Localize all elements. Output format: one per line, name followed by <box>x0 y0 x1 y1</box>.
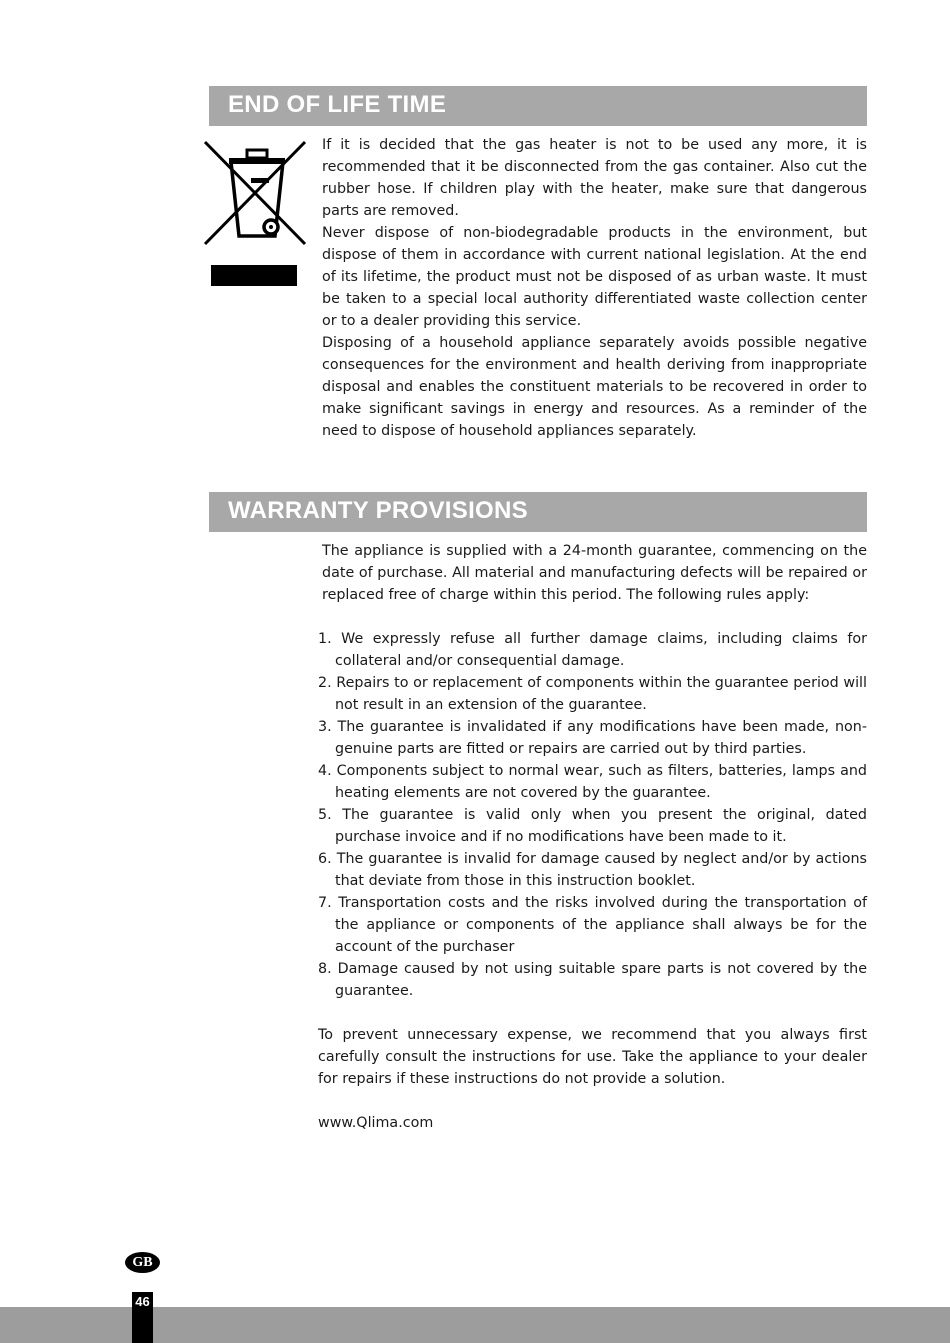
list-item: 4. Components subject to normal wear, such as filters, batteries, lamps and heating elements are not covered by the guarantee. <box>318 763 867 801</box>
section-title: WARRANTY PROVISIONS <box>228 497 528 524</box>
section-header-warranty <box>209 492 867 532</box>
section-title: END OF LIFE TIME <box>228 91 447 118</box>
paragraph: The appliance is supplied with a 24-month guarantee, commencing on the date of purchase. All material and manufacturing defects will be repaired or replaced free of charge within this period. The following rules apply: <box>322 543 867 603</box>
warranty-intro <box>322 540 867 606</box>
list-item: 2. Repairs to or replacement of components within the guarantee period will not result in an extension of the guarantee. <box>318 675 867 713</box>
list-item: 8. Damage caused by not using suitable spare parts is not covered by the guarantee. <box>318 961 867 999</box>
warranty-closing <box>318 1024 867 1090</box>
paragraph: To prevent unnecessary expense, we recommend that you always first carefully consult the instructions for use. Take the appliance to your dealer for repairs if these instructions do not provide a solution. <box>318 1027 867 1087</box>
warranty-rules-list <box>318 628 867 1002</box>
section-header-end-of-life <box>209 86 867 126</box>
language-badge: GB <box>125 1252 160 1273</box>
paragraph: Disposing of a household appliance separately avoids possible negative consequences for the environment and health deriving from inappropriate disposal and enables the constituent materials to be recovered in order to make significant savings in energy and resources. As a reminder of the need to dispose of household appliances separately. <box>322 335 867 439</box>
paragraph: If it is decided that the gas heater is not to be used any more, it is recommended that it be disconnected from the gas container. Also cut the rubber hose. If children play with the heater, make sure that dangerous parts are removed. <box>322 137 867 219</box>
page-number: 46 <box>132 1292 153 1343</box>
list-item: 3. The guarantee is invalidated if any modifications have been made, non-genuine parts are fitted or repairs are carried out by third parties. <box>318 719 867 757</box>
website-link[interactable]: www.Qlima.com <box>318 1115 434 1131</box>
crossed-out-bin-icon <box>203 140 307 290</box>
list-item: 6. The guarantee is invalid for damage caused by neglect and/or by actions that deviate from those in this instruction booklet. <box>318 851 867 889</box>
list-item: 7. Transportation costs and the risks involved during the transportation of the appliance or components of the appliance shall always be for the account of the purchaser <box>318 895 867 955</box>
list-item: 1. We expressly refuse all further damage claims, including claims for collateral and/or consequential damage. <box>318 631 867 669</box>
end-of-life-text <box>322 134 867 442</box>
list-item: 5. The guarantee is valid only when you present the original, dated purchase invoice and if no modifications have been made to it. <box>318 807 867 845</box>
paragraph: Never dispose of non-biodegradable products in the environment, but dispose of them in accordance with current national legislation. At the end of its lifetime, the product must not be disposed of as urban waste. It must be taken to a special local authority differentiated waste collection center or to a dealer providing this service. <box>322 225 867 329</box>
